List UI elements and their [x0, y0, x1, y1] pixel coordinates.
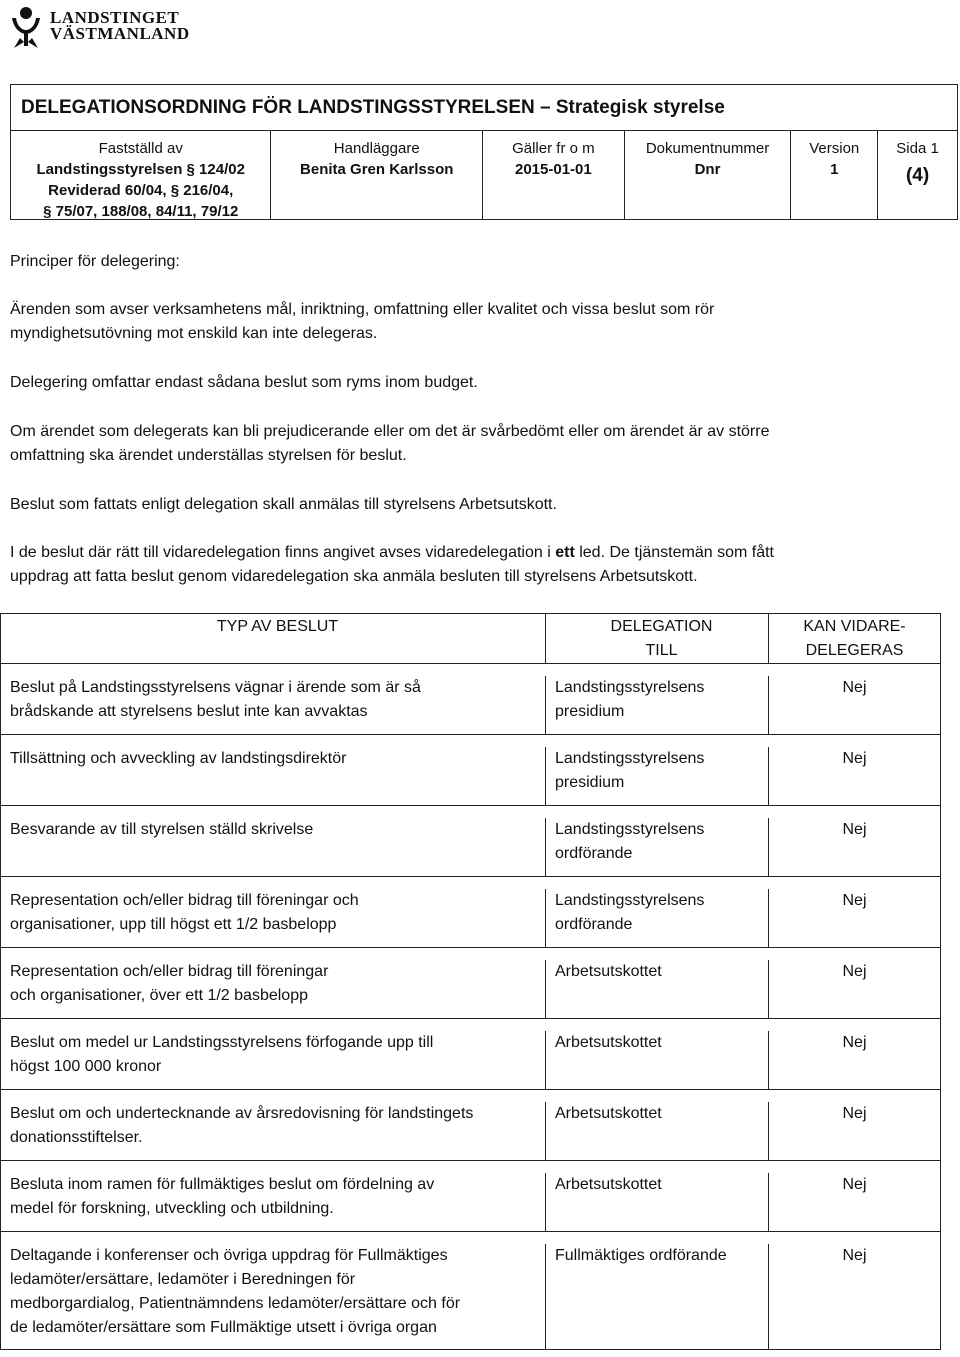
row-type-line: Tillsättning och avveckling av landstingsdirektör	[10, 750, 347, 767]
row-type-line: och organisationer, över ett 1/2 basbelopp	[10, 987, 308, 1004]
row-type-line: donationsstiftelser.	[10, 1129, 143, 1146]
row-delegation	[546, 818, 769, 876]
paragraph-5-pre: I de beslut där rätt till vidaredelegation finns angivet avses vidaredelegation i	[10, 544, 556, 561]
row-type	[1, 676, 546, 734]
row-type-line: Beslut om och undertecknande av årsredovisning för landstingets	[10, 1105, 474, 1122]
row-type-line: ledamöter/ersättare, ledamöter i Beredningen för	[10, 1271, 356, 1288]
header-can-delegate-line-2: DELEGERAS	[805, 642, 904, 659]
header-can-delegate-line-1: KAN VIDARE-	[803, 618, 906, 635]
header-delegation-line-2: TILL	[645, 642, 678, 659]
paragraph-3-line-2: omfattning ska ärendet underställas styrelsen för beslut.	[10, 447, 407, 464]
row-type	[1, 1244, 546, 1349]
row-delegation	[546, 1173, 769, 1231]
paragraph-5-bold: ett	[555, 544, 575, 561]
established-by-value: Landstingsstyrelsen § 124/02	[36, 161, 245, 178]
page-label: Sida 1	[896, 140, 939, 157]
row-type-line: Besvarande av till styrelsen ställd skrivelse	[10, 821, 314, 838]
paragraph-3	[10, 420, 950, 468]
row-type-line: brådskande att styrelsens beslut inte kan avvaktas	[10, 703, 368, 720]
valid-from-cell	[483, 131, 625, 220]
delegation-table	[0, 613, 941, 1350]
row-type-line: medel för forskning, utveckling och utbildning.	[10, 1200, 334, 1217]
handler-value: Benita Gren Karlsson	[300, 161, 454, 178]
established-by-label: Fastställd av	[98, 140, 183, 157]
row-delegation-line: Landstingsstyrelsens	[555, 750, 705, 767]
row-delegation	[546, 747, 769, 805]
page-cell	[878, 131, 957, 220]
header-delegation-line-1: DELEGATION	[610, 618, 713, 635]
logo-line1: LANDSTINGET	[50, 8, 180, 27]
row-type-line: organisationer, upp till högst ett 1/2 basbelopp	[10, 916, 337, 933]
row-type	[1, 889, 546, 947]
row-type-line: medborgardialog, Patientnämndens ledamöter/ersättare och för	[10, 1295, 461, 1312]
row-can-delegate: Nej	[842, 892, 867, 909]
row-can-delegate: Nej	[842, 1105, 867, 1122]
revised-value: Reviderad 60/04, § 216/04,	[48, 182, 234, 199]
page-total: (4)	[905, 165, 930, 186]
row-delegation	[546, 1244, 769, 1349]
row-type-line: Deltagande i konferenser och övriga uppdrag för Fullmäktiges	[10, 1247, 448, 1264]
row-can-delegate: Nej	[842, 821, 867, 838]
logo	[8, 4, 190, 48]
landstinget-logo-icon	[8, 4, 44, 48]
row-delegation-line: Landstingsstyrelsens	[555, 679, 705, 696]
paragraph-5-line-2: uppdrag att fatta beslut genom vidaredelegation ska anmäla besluten till styrelsens Arbetsutskott.	[10, 568, 698, 585]
row-type	[1, 1173, 546, 1231]
valid-from-value: 2015-01-01	[514, 161, 592, 178]
row-type-line: högst 100 000 kronor	[10, 1058, 162, 1075]
row-can-delegate: Nej	[842, 963, 867, 980]
row-type	[1, 1031, 546, 1089]
version-label: Version	[809, 140, 860, 157]
revised-value-2: § 75/07, 188/08, 84/11, 79/12	[43, 203, 239, 220]
row-type	[1, 960, 546, 1018]
row-delegation-line: ordförande	[555, 916, 633, 933]
section-heading: Principer för delegering:	[10, 253, 180, 270]
header-type: TYP AV BESLUT	[1, 614, 546, 663]
paragraph-4: Beslut som fattats enligt delegation skall anmälas till styrelsens Arbetsutskott.	[10, 496, 557, 513]
row-type-line: Besluta inom ramen för fullmäktiges beslut om fördelning av	[10, 1176, 435, 1193]
row-delegation	[546, 676, 769, 734]
document-number-label: Dokumentnummer	[645, 140, 770, 157]
table-row	[1, 664, 940, 735]
row-delegation-line: Arbetsutskottet	[555, 963, 662, 980]
paragraph-2: Delegering omfattar endast sådana beslut som ryms inom budget.	[10, 374, 478, 391]
row-delegation	[546, 1031, 769, 1089]
paragraph-5	[10, 541, 950, 589]
paragraph-1	[10, 298, 950, 346]
row-type-line: Representation och/eller bidrag till föreningar och	[10, 892, 359, 909]
row-type-line: Beslut om medel ur Landstingsstyrelsens förfogande upp till	[10, 1034, 434, 1051]
row-delegation-line: Arbetsutskottet	[555, 1176, 662, 1193]
document-title: DELEGATIONSORDNING FÖR LANDSTINGSSTYRELSEN – Strategisk styrelse	[11, 85, 957, 131]
row-type-line: Representation och/eller bidrag till föreningar	[10, 963, 329, 980]
table-row	[1, 806, 940, 877]
header-can-delegate	[769, 614, 940, 663]
paragraph-3-line-1: Om ärendet som delegerats kan bli prejudicerande eller om det är svårbedömt eller om ärendet är av större	[10, 423, 770, 440]
paragraph-5-line-1	[10, 541, 950, 565]
header-delegation	[546, 614, 769, 663]
valid-from-label: Gäller fr o m	[512, 140, 595, 157]
version-value: 1	[830, 161, 839, 178]
row-type	[1, 818, 546, 876]
version-cell	[791, 131, 878, 220]
table-row	[1, 1232, 940, 1349]
table-row	[1, 1090, 940, 1161]
row-delegation	[546, 1102, 769, 1160]
table-row	[1, 877, 940, 948]
row-can-delegate: Nej	[842, 1247, 867, 1264]
row-type	[1, 747, 546, 805]
table-row	[1, 1161, 940, 1232]
paragraph-1-line-2: myndighetsutövning mot enskild kan inte delegeras.	[10, 325, 378, 342]
row-can-delegate: Nej	[842, 750, 867, 767]
row-delegation-line: Arbetsutskottet	[555, 1105, 662, 1122]
row-delegation-line: presidium	[555, 774, 625, 791]
row-delegation-line: presidium	[555, 703, 625, 720]
document-number-cell	[625, 131, 792, 220]
row-delegation-line: Landstingsstyrelsens	[555, 821, 705, 838]
row-delegation-line: Landstingsstyrelsens	[555, 892, 705, 909]
logo-line2: VÄSTMANLAND	[50, 24, 190, 43]
document-number-value: Dnr	[694, 161, 721, 178]
table-row	[1, 1019, 940, 1090]
row-type-line: de ledamöter/ersättare som Fullmäktige utsett i övriga organ	[10, 1319, 437, 1336]
established-by-cell	[11, 131, 271, 220]
row-can-delegate: Nej	[842, 1176, 867, 1193]
row-delegation-line: ordförande	[555, 845, 633, 862]
table-row	[1, 735, 940, 806]
row-delegation	[546, 960, 769, 1018]
table-header-row	[1, 614, 940, 664]
row-delegation-line: Arbetsutskottet	[555, 1034, 662, 1051]
row-type-line: Beslut på Landstingsstyrelsens vägnar i ärende som är så	[10, 679, 421, 696]
row-type	[1, 1102, 546, 1160]
handler-cell	[271, 131, 483, 220]
paragraph-1-line-1: Ärenden som avser verksamhetens mål, inriktning, omfattning eller kvalitet och vissa beslut som rör	[10, 301, 715, 318]
row-can-delegate: Nej	[842, 679, 867, 696]
row-delegation	[546, 889, 769, 947]
row-delegation-line: Fullmäktiges ordförande	[555, 1247, 727, 1264]
handler-label: Handläggare	[333, 140, 420, 157]
paragraph-5-post: led. De tjänstemän som fått	[574, 544, 774, 561]
document-header	[10, 84, 958, 220]
row-can-delegate: Nej	[842, 1034, 867, 1051]
table-row	[1, 948, 940, 1019]
